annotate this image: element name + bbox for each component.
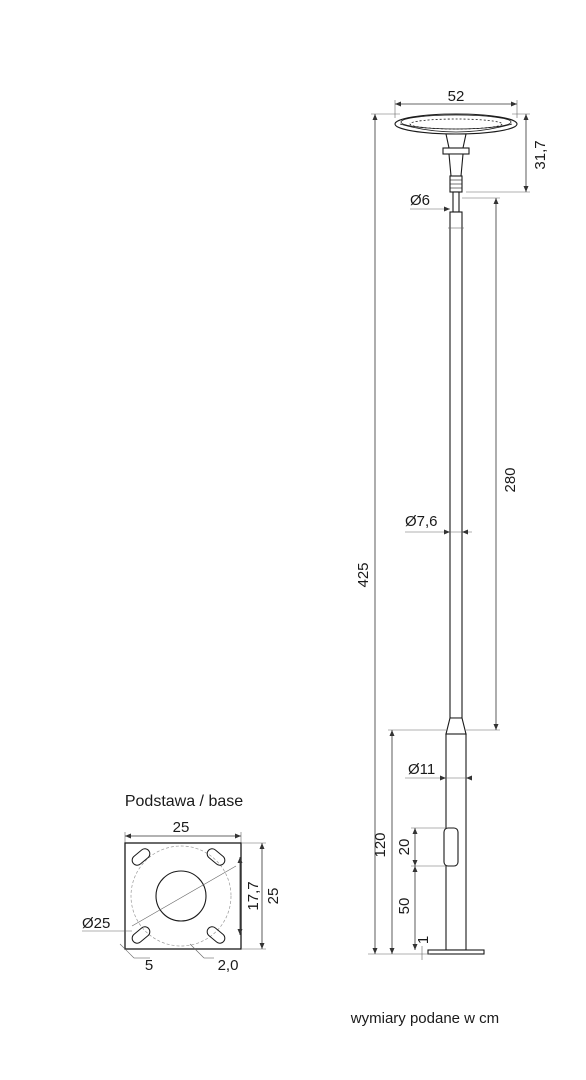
upper-shaft-length-label: 280: [502, 467, 519, 493]
bolt-spacing-label: 17,7: [245, 881, 262, 911]
door-height-dimension: [396, 828, 446, 866]
head-diameter-label: 52: [447, 88, 465, 105]
units-note: wymiary podane w cm: [350, 1010, 500, 1027]
base-width-label: 25: [172, 819, 190, 836]
lamp-head: [395, 114, 517, 192]
slot-length-label: 2,0: [217, 957, 239, 974]
bolt-circle-label: Ø25: [82, 915, 111, 932]
base-title: Podstawa / base: [124, 793, 244, 810]
head-height-label: 31,7: [532, 140, 549, 170]
base-height-label: 25: [265, 887, 282, 905]
spigot-diameter-label: Ø6: [410, 192, 431, 209]
base-plate: [125, 843, 241, 949]
upper-shaft-diameter-label: Ø7,6: [405, 513, 438, 530]
slot-width-label: 5: [144, 957, 154, 974]
lower-shaft-length-label: 120: [372, 832, 389, 858]
access-door: [444, 828, 458, 866]
lower-shaft-diameter-label: Ø11: [408, 761, 436, 778]
door-elevation-label: 50: [396, 897, 413, 915]
door-height-label: 20: [396, 838, 413, 856]
total-height-label: 425: [355, 562, 372, 588]
upper-shaft-length-dimension: [462, 198, 519, 730]
plate-thickness-dimension: [415, 936, 432, 960]
plate-thickness-label: 1: [415, 935, 432, 945]
pole: [428, 192, 484, 954]
